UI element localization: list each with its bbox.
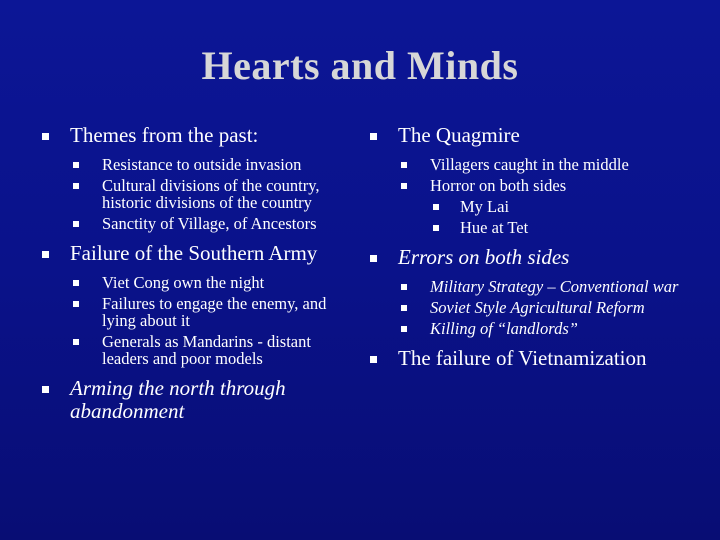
list-item <box>368 347 708 370</box>
square-bullet-icon <box>401 284 407 290</box>
sub-list-item <box>398 320 708 337</box>
square-bullet-icon <box>401 183 407 189</box>
square-bullet-icon <box>73 183 79 189</box>
sub-list-item <box>398 278 708 295</box>
square-bullet-icon <box>433 225 439 231</box>
bullet-text: Errors on both sides <box>398 245 570 269</box>
bullet-list-left <box>40 124 355 423</box>
list-item <box>40 377 355 423</box>
sub-list-item <box>398 177 708 236</box>
bullet-list-right <box>368 124 708 370</box>
sub-list-item <box>70 156 355 173</box>
sub-list <box>398 278 708 337</box>
bullet-text: Themes from the past: <box>70 123 259 147</box>
sub-list-item <box>70 274 355 291</box>
bullet-text: The Quagmire <box>398 123 520 147</box>
sub-list-item <box>398 156 708 173</box>
square-bullet-icon <box>370 356 377 363</box>
sub-list-item <box>70 215 355 232</box>
square-bullet-icon <box>401 305 407 311</box>
sub-list-item <box>70 333 355 367</box>
bullet-text: The failure of Vietnamization <box>398 346 647 370</box>
sub-list-item <box>70 295 355 329</box>
square-bullet-icon <box>42 251 49 258</box>
sub-list <box>398 156 708 236</box>
sub-bullet-text: Sanctity of Village, of Ancestors <box>102 214 317 233</box>
sub-sub-bullet-text: My Lai <box>460 197 510 216</box>
square-bullet-icon <box>73 301 79 307</box>
square-bullet-icon <box>401 162 407 168</box>
sub-bullet-text: Killing of “landlords” <box>430 319 578 338</box>
sub-sub-list-item <box>430 198 708 215</box>
square-bullet-icon <box>370 133 377 140</box>
sub-bullet-text: Military Strategy – Conventional war <box>430 277 679 296</box>
square-bullet-icon <box>42 386 49 393</box>
square-bullet-icon <box>73 221 79 227</box>
sub-bullet-text: Failures to engage the enemy, and lying about it <box>102 294 327 330</box>
list-item <box>40 242 355 367</box>
square-bullet-icon <box>73 339 79 345</box>
slide-title: Hearts and Minds <box>201 43 519 88</box>
sub-bullet-text: Resistance to outside invasion <box>102 155 302 174</box>
square-bullet-icon <box>370 255 377 262</box>
list-item <box>40 124 355 232</box>
sub-bullet-text: Horror on both sides <box>430 176 567 195</box>
bullet-text: Failure of the Southern Army <box>70 241 318 265</box>
sub-list-item <box>398 299 708 316</box>
sub-list-item <box>70 177 355 211</box>
sub-bullet-text: Villagers caught in the middle <box>430 155 629 174</box>
right-column <box>368 124 708 380</box>
left-column <box>40 124 355 433</box>
sub-list <box>70 156 355 232</box>
sub-sub-list-item <box>430 219 708 236</box>
square-bullet-icon <box>73 162 79 168</box>
list-item <box>368 246 708 337</box>
sub-sub-list <box>430 198 708 236</box>
list-item <box>368 124 708 236</box>
sub-list <box>70 274 355 367</box>
bullet-text: Arming the north through abandonment <box>70 376 286 423</box>
sub-sub-bullet-text: Hue at Tet <box>460 218 529 237</box>
square-bullet-icon <box>73 280 79 286</box>
square-bullet-icon <box>42 133 49 140</box>
sub-bullet-text: Soviet Style Agricultural Reform <box>430 298 645 317</box>
sub-bullet-text: Viet Cong own the night <box>102 273 265 292</box>
sub-bullet-text: Generals as Mandarins - distant leaders and poor models <box>102 332 311 368</box>
square-bullet-icon <box>401 326 407 332</box>
square-bullet-icon <box>433 204 439 210</box>
sub-bullet-text: Cultural divisions of the country, historic divisions of the country <box>102 176 320 212</box>
